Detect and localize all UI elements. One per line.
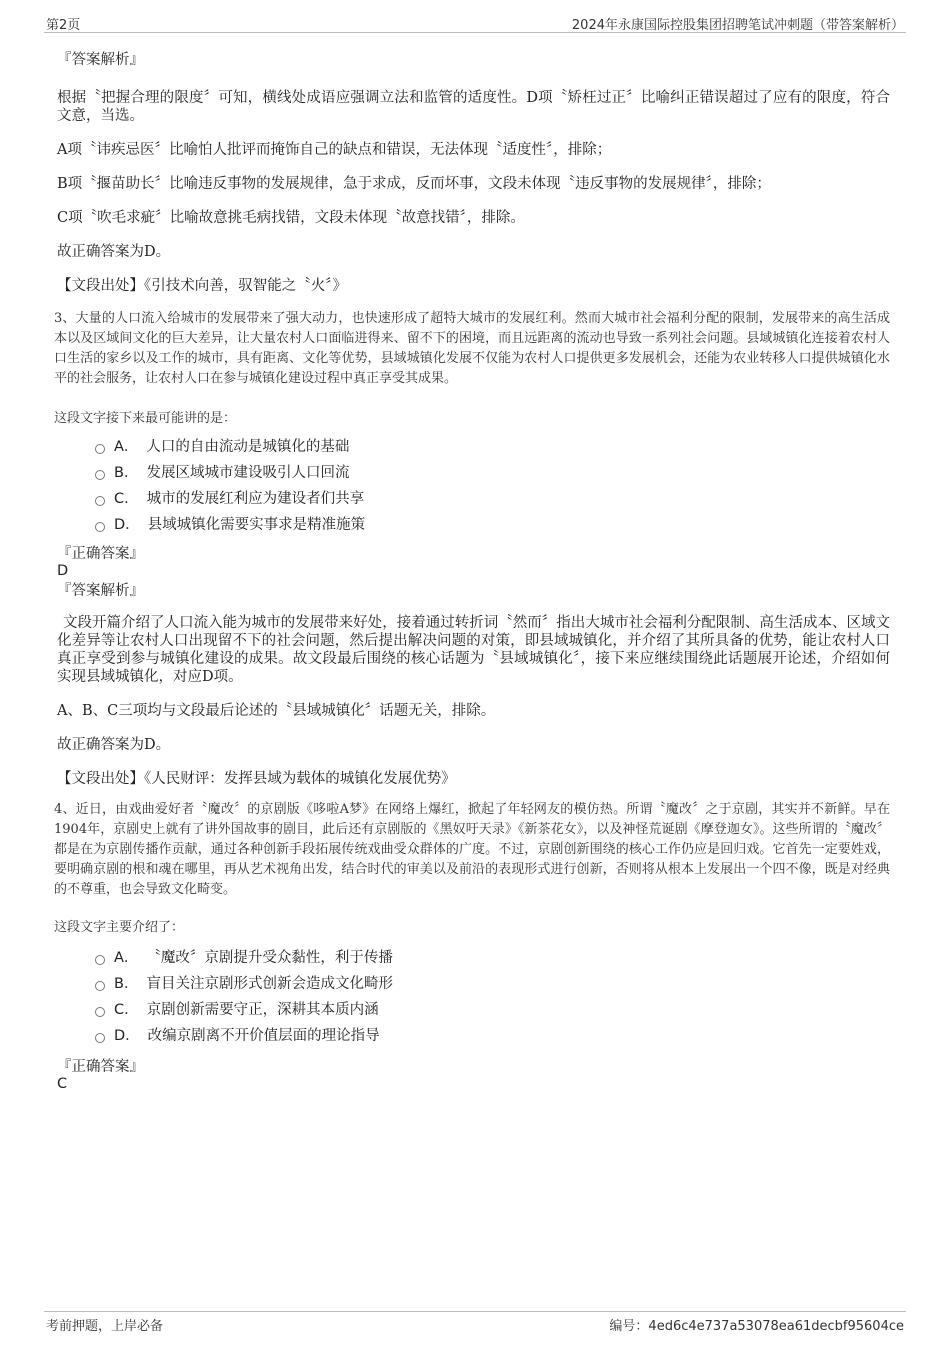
radio-icon[interactable] xyxy=(95,1007,105,1017)
question-3-prompt: 这段文字接下来最可能讲的是： xyxy=(54,411,237,426)
answer-label: 『正确答案』 xyxy=(57,546,144,562)
radio-icon[interactable] xyxy=(95,981,105,991)
answer-value: D xyxy=(57,563,69,579)
option-a[interactable]: A． 〝魔改〞京剧提升受众黏性，利于传播 xyxy=(95,945,890,971)
analysis-paragraph: B项〝揠苗助长〞比喻违反事物的发展规律，急于求成，反而坏事，文段未体现〝违反事物的发展规律〞，排除； xyxy=(57,176,771,192)
option-b[interactable]: B． 盲目关注京剧形式创新会造成文化畸形 xyxy=(95,971,890,997)
analysis-conclusion: 故正确答案为D。 xyxy=(57,244,171,260)
footer-slogan: 考前押题，上岸必备 xyxy=(46,1319,164,1334)
page-content xyxy=(54,42,890,1092)
option-c[interactable]: C． 京剧创新需要守正，深耕其本质内涵 xyxy=(95,997,890,1023)
question-4-text: 4、近日，由戏曲爱好者〝魔改〞的京剧版《哆啦A梦》在网络上爆红，掀起了年轻网友的模仿热。所谓〝魔改〞之于京剧，其实并不新鲜。早在1904年，京剧史上就有了讲外国故事的剧目，此后还有京剧版的《黑奴吁天录》《新茶花女》，以及神怪荒诞剧《摩登迦女》。这些所谓的〝魔改〞都是在为京剧传播作贡献，通过各种创新手段拓展传统戏曲受众群体的广度。不过，京剧创新围绕的核心工作仍应是回归戏。它首先一定要姓戏，要明确京剧的根和魂在哪里，再从艺术视角出发，结合时代的审美以及前沿的表现形式进行创新，否则将从根本上发展出一个四不像，既是对经典的不尊重，也会导致文化畸变。 xyxy=(54,802,890,897)
option-c[interactable]: C． 城市的发展红利应为建设者们共享 xyxy=(95,486,890,512)
analysis-paragraph: A项〝讳疾忌医〞比喻怕人批评而掩饰自己的缺点和错误，无法体现〝适度性〞，排除； xyxy=(57,142,612,158)
page-footer xyxy=(44,1311,906,1334)
analysis-paragraph: A、B、C三项均与文段最后论述的〝县域城镇化〞话题无关，排除。 xyxy=(57,703,496,719)
option-d[interactable]: D． 县域城镇化需要实事求是精准施策 xyxy=(95,512,890,538)
radio-icon[interactable] xyxy=(95,470,105,480)
answer-value: C xyxy=(57,1076,68,1092)
analysis-label: 『答案解析』 xyxy=(57,583,144,599)
analysis-paragraph: 文段开篇介绍了人口流入能为城市的发展带来好处，接着通过转折词〝然而〞指出大城市社会福利分配限制、高生活成本、区域文化差异等让农村人口出现留不下的社会问题，然后提出解决问题的对策，即县域城镇化，并介绍了其所具备的优势，能让农村人口真正享受到参与城镇化建设的成果。故文段最后围绕的核心话题为〝县域城镇化〞，接下来应继续围绕此话题展开论述，介绍如何实现县域城镇化，对应D项。 xyxy=(57,615,890,685)
question-3-options xyxy=(95,434,890,538)
page-header xyxy=(44,12,906,33)
analysis-paragraph: 根据〝把握合理的限度〞可知，横线处成语应强调立法和监管的适度性。D项〝矫枉过正〞比喻纠正错误超过了应有的限度，符合文意，当选。 xyxy=(57,90,890,124)
radio-icon[interactable] xyxy=(95,444,105,454)
answer-label: 『正确答案』 xyxy=(57,1059,144,1075)
option-d[interactable]: D． 改编京剧离不开价值层面的理论指导 xyxy=(95,1023,890,1049)
page-number: 第2页 xyxy=(46,18,81,33)
analysis-label: 『答案解析』 xyxy=(57,52,144,68)
question-3-text: 3、大量的人口流入给城市的发展带来了强大动力，也快速形成了超特大城市的发展红利。然而大城市社会福利分配的限制，发展带来的高生活成本以及区域间文化的巨大差异，让大量农村人口面临进得来、留不下的困境，而且远距离的流动也导致一系列社会问题。县域城镇化连接着农村人口生活的家乡以及工作的城市，具有距离、文化等优势，县域城镇化发展不仅能为农村人口提供更多发展机会，还能为农业转移人口提供城镇化水平的社会服务，让农村人口在参与城镇化建设过程中真正享受其成果。 xyxy=(54,311,890,386)
document-code: 编号：4ed6c4e737a53078ea61decbf95604ce xyxy=(609,1319,904,1334)
radio-icon[interactable] xyxy=(95,496,105,506)
document-title: 2024年永康国际控股集团招聘笔试冲刺题（带答案解析） xyxy=(571,18,904,33)
question-4-prompt: 这段文字主要介绍了： xyxy=(54,920,185,935)
source-citation: 【文段出处】《人民财评：发挥县域为载体的城镇化发展优势》 xyxy=(57,771,456,787)
analysis-conclusion: 故正确答案为D。 xyxy=(57,737,171,753)
option-a[interactable]: A． 人口的自由流动是城镇化的基础 xyxy=(95,434,890,460)
radio-icon[interactable] xyxy=(95,955,105,965)
radio-icon[interactable] xyxy=(95,522,105,532)
option-b[interactable]: B． 发展区域城市建设吸引人口回流 xyxy=(95,460,890,486)
question-4-options xyxy=(95,945,890,1049)
analysis-paragraph: C项〝吹毛求疵〞比喻故意挑毛病找错，文段未体现〝故意找错〞，排除。 xyxy=(57,210,525,226)
radio-icon[interactable] xyxy=(95,1033,105,1043)
source-citation: 【文段出处】《引技术向善，驭智能之〝火〞》 xyxy=(57,278,347,294)
